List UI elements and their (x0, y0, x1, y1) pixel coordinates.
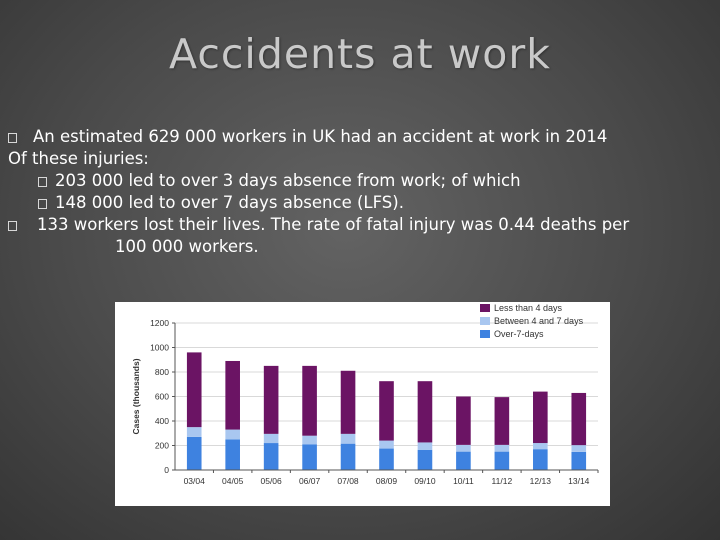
slide-body (8, 126, 708, 258)
legend-label: Between 4 and 7 days (494, 316, 584, 326)
bar-segment (418, 442, 433, 449)
legend-swatch (480, 304, 490, 312)
bar-segment (341, 444, 356, 470)
x-tick-label: 10/11 (453, 476, 474, 486)
x-tick-label: 06/07 (298, 476, 321, 486)
bullet-1-text: An estimated 629 000 workers in UK had an accident at work in 2014 (33, 127, 608, 146)
y-axis-label: Cases (thousands) (131, 358, 141, 435)
bar-segment (341, 371, 356, 434)
bar-segment (533, 443, 548, 449)
bar-segment (379, 449, 394, 470)
bar-segment (341, 434, 356, 444)
bullet-square-icon (8, 133, 17, 143)
bar-segment (187, 427, 202, 437)
bar-segment (456, 452, 471, 470)
bullet-item-1 (8, 126, 708, 148)
x-tick-label: 09/10 (414, 476, 436, 486)
y-tick-label: 0 (164, 465, 169, 475)
sub-bullet-1-text: 203 000 led to over 3 days absence from work; of which (55, 171, 521, 190)
x-tick-label: 11/12 (491, 476, 513, 486)
x-tick-label: 13/14 (568, 476, 590, 486)
x-tick-label: 03/04 (183, 476, 205, 486)
bar-segment (187, 437, 202, 470)
x-tick-label: 12/13 (529, 476, 551, 486)
bar-segment (302, 444, 317, 470)
y-tick-label: 200 (154, 440, 169, 451)
x-tick-label: 07/08 (337, 476, 359, 486)
y-tick-label: 1200 (150, 318, 169, 328)
bar-segment (418, 381, 433, 442)
legend (480, 303, 584, 339)
sub-bullet-item-2 (8, 192, 708, 214)
bullet-square-icon (38, 177, 47, 187)
bullet-2-text-line-2: 100 000 workers. (115, 237, 259, 256)
legend-label: Less than 4 days (494, 303, 563, 313)
accidents-chart (115, 302, 610, 506)
bar-segment (264, 434, 279, 443)
bar-segment (571, 452, 586, 470)
bullet-square-icon (38, 199, 47, 209)
bar-segment (533, 392, 548, 443)
y-tick-label: 1000 (150, 342, 169, 353)
legend-swatch (480, 317, 490, 325)
x-tick-label: 05/06 (260, 476, 282, 486)
legend-swatch (480, 330, 490, 338)
bars (187, 352, 586, 470)
y-tick-label: 600 (154, 391, 169, 402)
bar-segment (302, 366, 317, 436)
bar-segment (225, 430, 240, 440)
subheading: Of these injuries: (8, 149, 149, 168)
bullet-square-icon (8, 221, 17, 231)
bar-segment (302, 436, 317, 445)
bar-segment (418, 450, 433, 470)
bar-segment (495, 397, 510, 445)
bar-segment (225, 439, 240, 470)
x-tick-label: 08/09 (375, 476, 398, 486)
bar-segment (533, 449, 548, 470)
stacked-bar-chart (115, 302, 610, 506)
bar-segment (225, 361, 240, 430)
bar-segment (456, 445, 471, 452)
legend-label: Over-7-days (494, 329, 544, 339)
bar-segment (379, 441, 394, 449)
y-tick-label: 800 (154, 367, 169, 377)
bar-segment (495, 452, 510, 470)
bar-segment (187, 352, 202, 427)
y-tick-label: 400 (154, 416, 169, 426)
bar-segment (264, 443, 279, 470)
sub-bullet-2-text: 148 000 led to over 7 days absence (LFS). (55, 193, 404, 212)
x-tick-label: 04/05 (222, 476, 244, 486)
sub-bullet-item-1 (8, 170, 708, 192)
slide-title: Accidents at work (169, 30, 551, 78)
bar-segment (264, 366, 279, 434)
bullet-item-2 (8, 214, 708, 236)
bar-segment (456, 397, 471, 445)
bar-segment (379, 381, 394, 440)
bullet-2-text-line-1: 133 workers lost their lives. The rate of fatal injury was 0.44 deaths per (37, 215, 630, 234)
bar-segment (571, 445, 586, 452)
bar-segment (571, 393, 586, 445)
bar-segment (495, 445, 510, 452)
